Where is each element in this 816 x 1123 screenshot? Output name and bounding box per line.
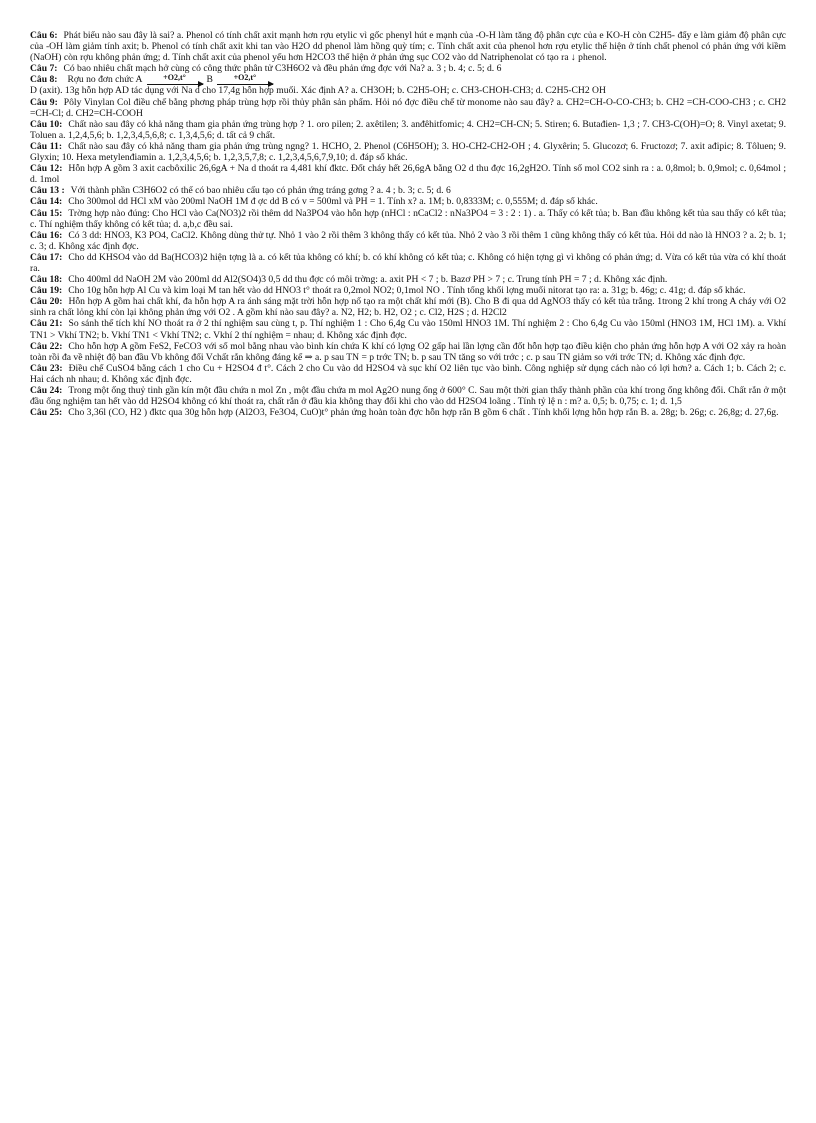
question-number: Câu 18: <box>30 274 63 286</box>
question-text: Chất nào sau đây có khả năng tham gia phản ứng trùng ngng? 1. HCHO, 2. Phenol (C6H5OH); 3. HO-CH2-CH2-OH ; 4. Glyxêrin; 5. Glucozơ; 6. Fructozơ; 7. axit ađipic; 8. Tôluen; 9. Glyxin; 10. Hexa metylenđiamin a. 1,2,3,4,5,6; b. 1,2,3,5,7,8; c. 1,2,3,4,5,6,7,9,10; d. đáp số khác. <box>30 140 787 164</box>
question-number: Câu 20: <box>30 296 63 308</box>
question-8-cont <box>30 85 786 96</box>
question-number: Câu 21: <box>30 318 63 330</box>
question-text: Chất nào sau đây có khả năng tham gia phản ứng trùng hợp ? 1. oro pilen; 2. axêtilen; 3. anđêhitfomic; 4. CH2=CH-CN; 5. Stiren; 6. Butađien- 1,3 ; 7. CH3-C(OH)=O; 8. Vinyl axetat; 9. Toluen a. 1,2,4,5,6; b. 1,2,3,4,5,6,8; c. 1,3,4,5,6; d. tất cả 9 chất. <box>30 118 787 141</box>
question-text: Cho 3,36l (CO, H2 ) đktc qua 30g hỗn hợp (Al2O3, Fe3O4, CuO)t° phản ứng hoàn toàn đợc hỗn hợp rắn B gồm 6 chất . Tính khối lợng hỗn hợp rắn B. a. 28g; b. 26g; c. 26,8g; d. 27,6g. <box>68 407 779 419</box>
question-number: Câu 16: <box>30 229 63 241</box>
question-number: Câu 6: <box>30 30 58 41</box>
arrow-icon <box>217 84 273 85</box>
question-12 <box>30 163 786 185</box>
question-text: Cho 10g hỗn hợp Al Cu và kim loại M tan hết vào dd HNO3 t° thoát ra 0,2mol NO2; 0,1mol NO . Tính tổng khối lợng muối nitorat tạo ra: a. 31g; b. 46g; c. 41g; d. đáp số khác. <box>68 285 746 297</box>
question-text-post: D (axit). 13g hỗn hợp AD tác dụng với Na d cho 17,4g hỗn hợp muối. Xác định A? a. CH3OH; b. C2H5-OH; c. CH3-CHOH-CH3; d. C2H5-CH2 OH <box>30 85 606 97</box>
question-number: Câu 23: <box>30 362 63 374</box>
question-text: Cho hỗn hợp A gồm FeS2, FeCO3 với số mol bằng nhau vào bình kín chứa K khí có lợng O2 gấp hai lần lợng cần đốt hỗn hợp tạo điều kiện cho phản ứng hỗn hợp A với O2 xảy ra hoàn toàn rồi đa về nhiệt độ ban đầu Vb không đổi Vchất rắn không đáng kể ⇒ a. p sau TN = p trớc TN; b. p sau TN tăng so với trớc ; c. p sau TN giảm so với trớc TN; d. Không xác định đợc. <box>30 340 786 363</box>
question-text: Cho dd KHSO4 vào dd Ba(HCO3)2 hiện tợng là a. có kết tủa không có khí; b. có khí không có kết tủa; c. Không có hiện tợng gì vì không có phản ứng; d. Vừa có kết tủa vừa có khí thoát ra. <box>30 251 787 274</box>
question-number: Câu 25: <box>30 407 63 419</box>
question-text: Phát biểu nào sau đây là sai? a. Phenol có tính chất axit mạnh hơn rợu etylic vì gốc phenyl hút e mạnh của -O-H làm tăng độ phân cực của e KO-H còn C2H5- đẩy e làm giảm độ phân cực của -OH làm giảm tính axit; b. Phenol có tính chất axit khi tan vào H2O dd phenol làm hồng quỳ tím; c. Tính chất axit của phenol hơn rợu etylic thể hiện ở tính chất phenol có phản ứng với kiềm (NaOH) còn rợu không phản ứng; d. Tính chất axit của phenol yếu hơn H2CO3 thể hiện ở phản ứng sục CO2 vào dd Natriphenolat có tạo ra ↓ phenol. <box>30 30 786 64</box>
arrow-icon <box>147 84 203 85</box>
question-24 <box>30 385 786 407</box>
question-11 <box>30 141 786 163</box>
question-text: Có 3 dd: HNO3, K3 PO4, CaCl2. Không dùng thử tự. Nhỏ 1 vào 2 rồi thêm 3 không thấy có kết tủa. Nhỏ 2 vào 3 rồi thêm 1 cũng không thấy có kết tủa. Hỏi dd nào là HNO3 ? a. 2; b. 1; c. 3; d. Không xác định đợc. <box>30 229 786 252</box>
question-text: Pôly Vinylan Col điều chế bằng phơng pháp trùng hợp rồi thủy phân sản phẩm. Hỏi nó đợc điều chế từ monome nào sau đây? a. CH2=CH-O-CO-CH3; b. CH2 =CH-COO-CH3 ; c. CH2 =CH-Cl; d. CH2=CH-COOH <box>30 96 787 119</box>
question-15 <box>30 208 786 230</box>
question-16 <box>30 230 786 252</box>
arrow-label: +O2,t° <box>163 73 186 83</box>
question-text: Trong một ống thuỷ tinh gần kín một đầu chứa n mol Zn , một đầu chứa m mol Ag2O nung ống ở 600° C. Sau một thời gian thấy thành phần của khí trong ống không đổi. Chất rắn ở một đầu ống nghiệm tan hết vào dd H2SO4 không có khí thoát ra, chất rắn ở đầu kia không thay đổi khi cho vào dd H2SO4 loãng . Tính tỷ lệ n : m? a. 0,5; b. 0,75; c. 1; d. 1,5 <box>30 385 786 408</box>
question-number: Câu 24: <box>30 385 63 396</box>
question-text: Hỗn hợp A gồm hai chất khí, đa hỗn hợp A ra ánh sáng mặt trời hỗn hợp nổ tạo ra một chất khí mới (B). Cho B đi qua dd AgNO3 thấy có kết tủa trắng. 1trong 2 khí trong A cháy với O2 sinh ra chất lỏng khí còn lại không phản ứng với O2 . A gồm khí nào sau đây? a. N2, H2; b. H2, O2 ; c. Cl2, H2S ; d. H2Cl2 <box>30 296 787 319</box>
arrow-label: +O2,t° <box>233 73 257 83</box>
question-text: Hỗn hợp A gồm 3 axit cacbôxilic 26,6gA + Na d thoát ra 4,481 khí đktc. Đốt cháy hết 26,6gA bằng O2 d thu đợc 16,2gH2O. Tính số mol CO2 sinh ra : a. 0,8mol; b. 0,9mol; c. 0,64mol ; d. 1mol <box>30 163 787 186</box>
question-number: Câu 22: <box>30 340 63 352</box>
question-number: Câu 15: <box>30 207 63 219</box>
question-number: Câu 11: <box>30 140 63 152</box>
question-7 <box>30 63 786 74</box>
question-13 <box>30 185 786 196</box>
question-text-pre: Rợu no đơn chức A <box>67 74 143 86</box>
question-25 <box>30 407 786 418</box>
question-10 <box>30 119 786 141</box>
question-20 <box>30 296 786 318</box>
question-number: Câu 8: <box>30 74 58 86</box>
question-number: Câu 9: <box>30 96 58 108</box>
question-text: Cho 400ml dd NaOH 2M vào 200ml dd Al2(SO4)3 0,5 dd thu đợc có môi trờng: a. axit PH < 7 ; b. Bazơ PH > 7 ; c. Trung tính PH = 7 ; d. Không xác định. <box>68 274 668 286</box>
question-number: Câu 17: <box>30 251 63 263</box>
question-number: Câu 12: <box>30 163 63 175</box>
question-8 <box>30 74 786 85</box>
question-text: Điều chế CuSO4 bằng cách 1 cho Cu + H2SO4 đ t°. Cách 2 cho Cu vào dd H2SO4 và sục khí O2 liên tục vào bình. Công nghiệp sử dụng cách nào có lợi hơn? a. Cách 1; b. Cách 2; c. Hai cách nh nhau; d. Không xác định đợc. <box>30 362 786 385</box>
question-17 <box>30 252 786 274</box>
question-21 <box>30 318 786 340</box>
question-text: Với thành phần C3H6O2 có thể có bao nhiêu cấu tạo có phản ứng tráng gơng ? a. 4 ; b. 3; c. 5; d. 6 <box>70 185 451 197</box>
question-14 <box>30 196 786 207</box>
question-text: Cho 300mol dd HCl xM vào 200ml NaOH 1M đ ợc dd B có v = 500ml và PH = 1. Tính x? a. 1M; b. 0,8333M; c. 0,555M; d. đáp số khác. <box>68 196 598 208</box>
question-number: Câu 19: <box>30 285 63 297</box>
question-number: Câu 14: <box>30 196 63 208</box>
question-number: Câu 13 : <box>30 185 65 197</box>
question-6 <box>30 30 786 63</box>
question-text: Trờng hợp nào đúng: Cho HCl vào Ca(NO3)2 rồi thêm dd Na3PO4 vào hỗn hợp (nHCl : nCaCl2 : nNa3PO4 = 3 : 2 : 1) . a. Thấy có kết tủa; b. Ban đầu không kết tủa sau thấy có kết tủa; c. Thí nghiệm thấy không có kết tủa; d. a,b,c đều sai. <box>30 207 786 230</box>
question-text-mid: B <box>206 74 213 86</box>
question-9 <box>30 97 786 119</box>
question-number: Câu 7: <box>30 63 58 75</box>
question-23 <box>30 363 786 385</box>
reaction-arrow-1 <box>147 74 203 85</box>
exam-page <box>30 30 786 418</box>
question-text: Có bao nhiêu chất mạch hở cùng có công thức phân tử C3H6O2 và đều phản ứng đợc với Na? a. 3 ; b. 4; c. 5; d. 6 <box>63 63 502 75</box>
question-22 <box>30 341 786 363</box>
question-19 <box>30 285 786 296</box>
question-18 <box>30 274 786 285</box>
question-text: So sánh thể tích khí NO thoát ra ở 2 thí nghiệm sau cùng t, p. Thí nghiệm 1 : Cho 6,4g Cu vào 150ml HNO3 1M. Thí nghiệm 2 : Cho 6,4g Cu vào 150ml (HNO3 1M, HCl 1M). a. Vkhí TN1 > Vkhí TN2; b. Vkhí TN1 < Vkhí TN2; c. Vkhí 2 thí nghiệm = nhau; d. Không xác định đợc. <box>30 318 786 341</box>
reaction-arrow-2 <box>217 74 273 85</box>
question-number: Câu 10: <box>30 118 63 130</box>
